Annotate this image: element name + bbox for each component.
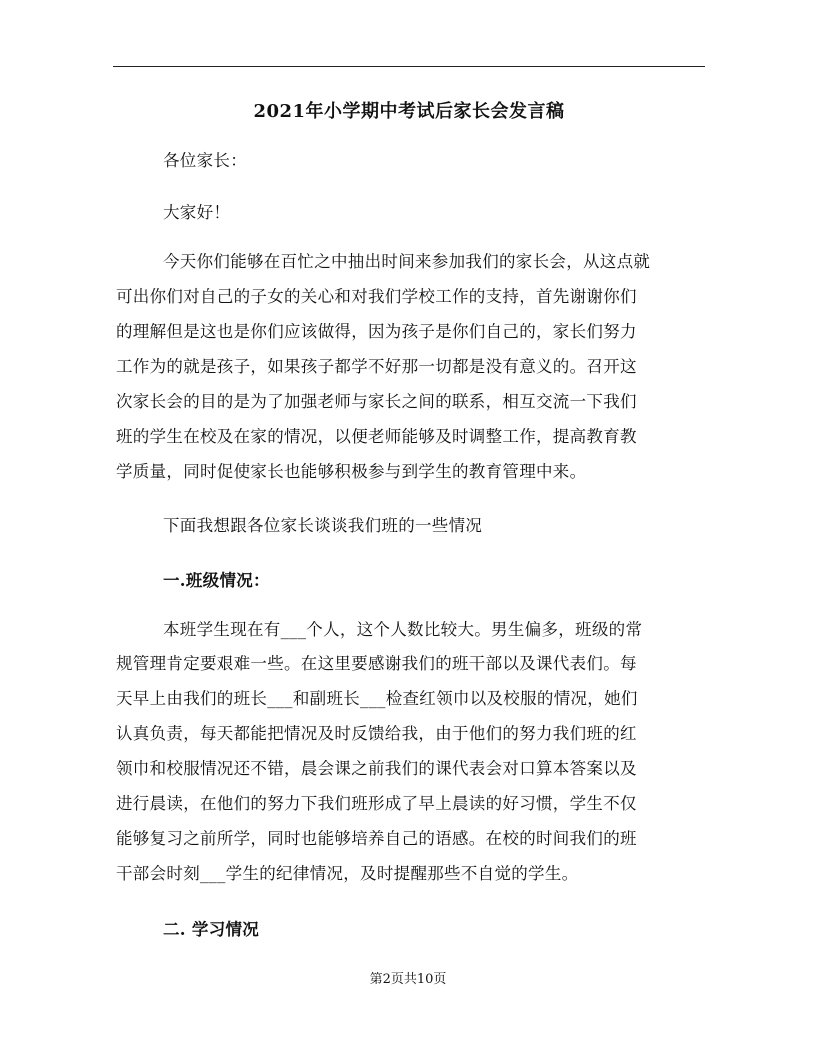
paragraph-line: 认真负责，每天都能把情况及时反馈给我，由于他们的努力我们班的红 xyxy=(116,724,637,743)
paragraph-line: 工作为的就是孩子，如果孩子都学不好那一切都是没有意义的。召开这 xyxy=(116,357,637,376)
paragraph-line: 规管理肯定要艰难一些。在这里要感谢我们的班干部以及课代表们。每 xyxy=(116,654,637,673)
salutation: 各位家长： xyxy=(163,151,247,170)
page-number: 第2页共10页 xyxy=(369,972,447,987)
greeting: 大家好！ xyxy=(163,203,231,222)
paragraph-line: 班的学生在校及在家的情况，以便老师能够及时调整工作，提高教育教 xyxy=(116,427,637,446)
paragraph-line: 干部会时刻___学生的纪律情况，及时提醒那些不自觉的学生。 xyxy=(116,864,579,883)
header-rule xyxy=(113,66,705,67)
paragraph-line: 次家长会的目的是为了加强老师与家长之间的联系，相互交流一下我们 xyxy=(116,392,637,411)
section-heading-class: 一.班级情况： xyxy=(163,571,270,590)
paragraph-line: 的理解但是这也是你们应该做得，因为孩子是你们自己的，家长们努力 xyxy=(116,322,637,341)
paragraph-line: 能够复习之前所学，同时也能够培养自己的语感。在校的时间我们的班 xyxy=(116,829,637,848)
paragraph-line: 本班学生现在有___个人，这个人数比较大。男生偏多，班级的常 xyxy=(163,620,643,639)
paragraph-2: 下面我想跟各位家长谈谈我们班的一些情况 xyxy=(163,516,483,535)
paragraph-line: 领巾和校服情况还不错，晨会课之前我们的课代表会对口算本答案以及 xyxy=(116,759,637,778)
document-title: 2021年小学期中考试后家长会发言稿 xyxy=(253,101,565,122)
section-heading-study: 二. 学习情况 xyxy=(163,920,260,939)
paragraph-line: 今天你们能够在百忙之中抽出时间来参加我们的家长会，从这点就 xyxy=(163,252,651,271)
paragraph-line: 可出你们对自己的子女的关心和对我们学校工作的支持，首先谢谢你们 xyxy=(116,287,637,306)
paragraph-line: 学质量，同时促使家长也能够积极参与到学生的教育管理中来。 xyxy=(116,462,587,481)
paragraph-line: 天早上由我们的班长___和副班长___检查红领巾以及校服的情况，她们 xyxy=(116,689,638,708)
paragraph-line: 进行晨读，在他们的努力下我们班形成了早上晨读的好习惯，学生不仅 xyxy=(116,794,637,813)
